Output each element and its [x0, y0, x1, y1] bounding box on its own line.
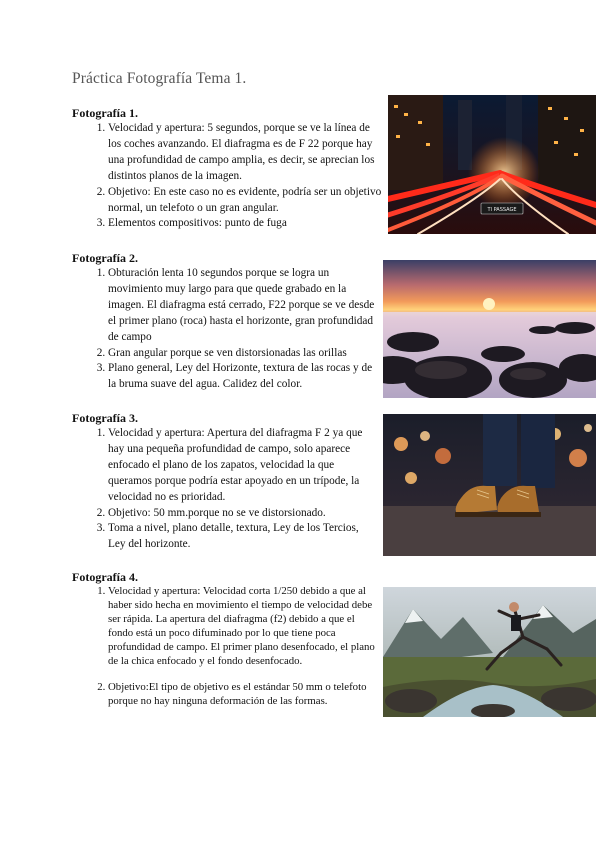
section-heading: Fotografía 4.	[72, 570, 138, 584]
section-photo-1	[72, 106, 382, 232]
street-sign-text: TI PASSAGE	[487, 207, 517, 213]
section-photo-4	[72, 570, 377, 709]
list-item: 3. Toma a nivel, plano detalle, textura, Ley de los Tercios, Ley del horizonte.	[108, 521, 377, 553]
section-heading: Fotografía 3.	[72, 411, 138, 425]
answer-list	[72, 266, 377, 393]
list-item: 3. Plano general, Ley del Horizonte, textura de las rocas y de la bruma suave del agua. Calidez del color.	[108, 361, 377, 393]
list-item: 2. Objetivo: En este caso no es evidente, podría ser un objetivo normal, un telefoto o un gran angular.	[108, 185, 382, 217]
section-heading: Fotografía 2.	[72, 251, 138, 265]
list-item: 3. Elementos compositivos: punto de fuga	[108, 216, 382, 232]
document-title: Práctica Fotografía Tema 1.	[72, 70, 247, 87]
long-exposure-seascape-photo	[383, 260, 596, 398]
section-photo-2	[72, 251, 377, 393]
list-item: 2. Gran angular porque se ven distorsionadas las orillas	[108, 346, 377, 362]
answer-list	[72, 121, 382, 232]
answer-list	[72, 585, 377, 709]
list-item: 2. Objetivo:El tipo de objetivo es el estándar 50 mm o telefoto porque no hay ninguna deformación de las formas.	[108, 681, 377, 709]
section-heading: Fotografía 1.	[72, 106, 138, 120]
list-item: 1. Velocidad y apertura: 5 segundos, porque se ve la línea de los coches avanzando. El diafragma es de F 22 porque hay una profundidad de campo amplia, es decir, se aprecian los distintos planos de la imagen.	[108, 121, 382, 185]
city-light-trails-photo	[388, 95, 596, 234]
list-item: 1. Velocidad y apertura: Apertura del diafragma F 2 ya que hay una pequeña profundidad de campo, solo aparece enfocado el plano de los zapatos, velocidad la que queramos porque podría estar apoyado en un trípode, la velocidad no es prioridad.	[108, 426, 377, 506]
answer-list	[72, 426, 377, 553]
runner-mountain-stream-photo	[383, 587, 596, 717]
list-item: 1. Velocidad y apertura: Velocidad corta 1/250 debido a que al haber sido hecha en movimiento el tiempo de velocidad debe ser rápida. La apertura del diafragma (f2) debido a que el fondo está un poco difuminado por lo que tiene poca profundidad de campo. El primer plano desenfocado, el plano de la chica enfocado y el fondo desenfocado.	[108, 585, 377, 668]
list-item: 2. Objetivo: 50 mm.porque no se ve distorsionado.	[108, 506, 377, 522]
section-photo-3	[72, 411, 377, 553]
list-item: 1. Obturación lenta 10 segundos porque se logra un movimiento muy largo para que quede grabado en la imagen. El diafragma está cerrado, F22 porque se ve desde el primer plano (roca) hasta el horizonte, gran profundidad de campo	[108, 266, 377, 346]
boots-closeup-photo	[383, 414, 596, 556]
